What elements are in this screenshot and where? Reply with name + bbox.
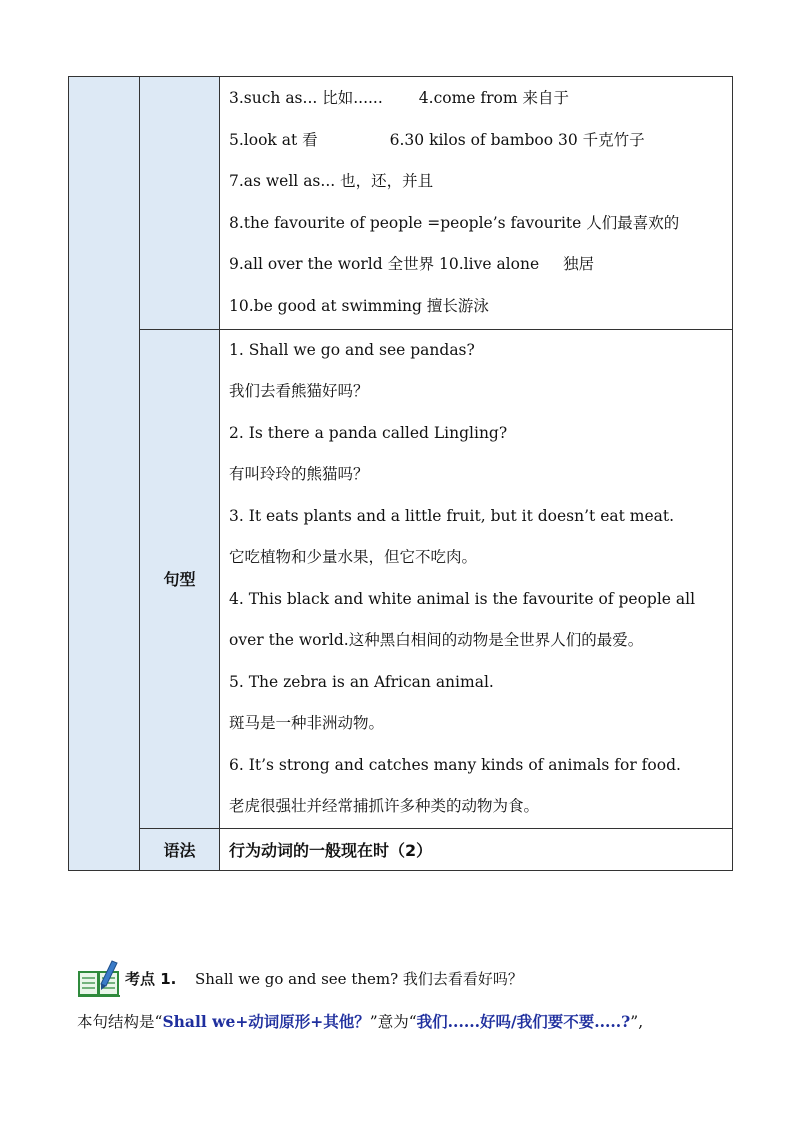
phrases-label-cell bbox=[140, 77, 220, 330]
sentence-line: 我们去看熊猫好吗？ bbox=[229, 382, 369, 401]
sentence-line: 老虎很强壮并经常捕抓许多种类的动物为食。 bbox=[229, 797, 540, 816]
sentence-line: 斑马是一种非洲动物。 bbox=[229, 714, 385, 733]
phrases-row bbox=[69, 77, 733, 330]
explain-meaning: 我们......好吗/我们要不要.....? bbox=[416, 1012, 631, 1031]
section-label-cell bbox=[69, 77, 140, 871]
phrase-line bbox=[229, 203, 728, 245]
phrase-item: 9.all over the world 全世界 10.live alone bbox=[229, 255, 540, 274]
sentence-line: 有叫玲玲的熊猫吗？ bbox=[229, 465, 369, 484]
phrase-item: 6.30 kilos of bamboo 30 千克竹子 bbox=[389, 130, 645, 149]
kaodian-heading bbox=[77, 958, 777, 998]
kaodian-sentence: Shall we go and see them? 我们去看看好吗？ bbox=[195, 970, 523, 988]
book-pen-icon bbox=[77, 958, 121, 998]
sentences-row bbox=[69, 329, 733, 828]
sentence-line: 4. This black and white animal is the favourite of people all bbox=[229, 589, 696, 608]
sentence-line: 6. It’s strong and catches many kinds of animals for food. bbox=[229, 755, 681, 774]
kaodian-title: 考点 1. bbox=[125, 970, 177, 988]
phrase-line bbox=[229, 286, 728, 328]
phrase-item: 10.be good at swimming 擅长游泳 bbox=[229, 296, 489, 315]
grammar-text: 行为动词的一般现在时（2） bbox=[220, 828, 733, 870]
phrase-item: 3.such as... 比如...... bbox=[229, 89, 383, 107]
explanation-line bbox=[77, 1010, 643, 1032]
explain-text: ”, bbox=[630, 1013, 644, 1031]
explain-structure: Shall we+动词原形+其他？ bbox=[162, 1012, 370, 1031]
sentence-line: 2. Is there a panda called Lingling? bbox=[229, 423, 508, 442]
phrase-item: 独居 bbox=[563, 255, 595, 274]
sentence-line: 它吃植物和少量水果，但它不吃肉。 bbox=[229, 548, 478, 567]
phrase-line bbox=[229, 244, 728, 286]
phrases-cell bbox=[220, 77, 733, 330]
phrase-item: 8.the favourite of people =people’s favourite 人们最喜欢的 bbox=[229, 213, 680, 232]
sentence-line: 1. Shall we go and see pandas? bbox=[229, 340, 475, 359]
phrase-line bbox=[229, 78, 728, 120]
grammar-label: 语法 bbox=[140, 828, 220, 870]
sentence-line: 5. The zebra is an African animal. bbox=[229, 672, 494, 691]
sentences-label: 句型 bbox=[140, 329, 220, 828]
sentence-line: over the world.这种黑白相间的动物是全世界人们的最爱。 bbox=[229, 631, 644, 650]
sentences-cell bbox=[220, 329, 733, 828]
phrase-item: 4.come from 来自于 bbox=[418, 89, 569, 107]
explain-text: 本句结构是“ bbox=[77, 1013, 163, 1031]
phrase-line bbox=[229, 161, 728, 203]
phrase-item: 5.look at 看 bbox=[229, 130, 318, 149]
grammar-row bbox=[69, 828, 733, 870]
explain-text: ”意为“ bbox=[369, 1013, 417, 1031]
sentence-line: 3. It eats plants and a little fruit, but it doesn’t eat meat. bbox=[229, 506, 675, 525]
phrase-item: 7.as well as... 也，还，并且 bbox=[229, 172, 434, 191]
summary-table bbox=[68, 76, 733, 871]
phrase-line bbox=[229, 120, 728, 162]
